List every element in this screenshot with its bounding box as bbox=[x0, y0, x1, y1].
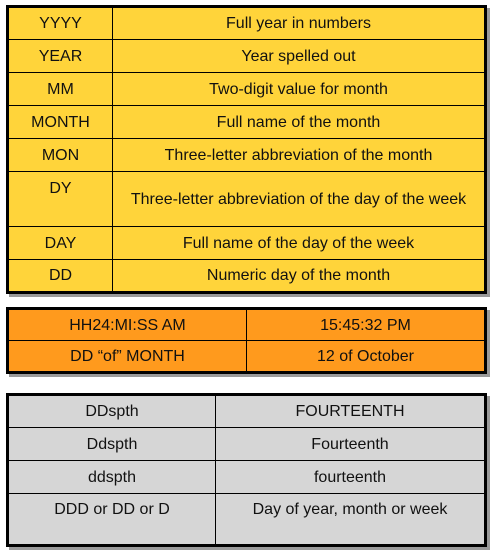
table-row bbox=[8, 461, 486, 494]
table-row bbox=[8, 428, 486, 461]
format-code-cell: DAY bbox=[8, 227, 113, 260]
format-code-cell: YYYY bbox=[8, 7, 113, 40]
spelled-suffix-table bbox=[6, 393, 487, 547]
table-row bbox=[8, 139, 486, 172]
suffix-format-cell: Ddspth bbox=[8, 428, 216, 461]
date-format-elements-table bbox=[6, 5, 487, 294]
format-description-cell: Full year in numbers bbox=[113, 7, 486, 40]
table-row bbox=[8, 106, 486, 139]
suffix-result-cell: Day of year, month or week bbox=[216, 494, 486, 546]
suffix-result-cell: FOURTEENTH bbox=[216, 395, 486, 428]
format-description-cell: Numeric day of the month bbox=[113, 260, 486, 293]
table-row bbox=[8, 227, 486, 260]
suffix-format-cell: DDspth bbox=[8, 395, 216, 428]
format-description-cell: Full name of the month bbox=[113, 106, 486, 139]
format-code-cell: YEAR bbox=[8, 40, 113, 73]
format-description-cell: Year spelled out bbox=[113, 40, 486, 73]
table-row bbox=[8, 40, 486, 73]
suffix-result-cell: fourteenth bbox=[216, 461, 486, 494]
table-row bbox=[8, 7, 486, 40]
suffix-format-cell: DDD or DD or D bbox=[8, 494, 216, 546]
table-row bbox=[8, 73, 486, 106]
example-format-cell: DD “of” MONTH bbox=[8, 341, 247, 373]
format-description-cell: Three-letter abbreviation of the month bbox=[113, 139, 486, 172]
format-code-cell: MM bbox=[8, 73, 113, 106]
table-row bbox=[8, 494, 486, 546]
format-code-cell: MONTH bbox=[8, 106, 113, 139]
format-description-cell: Full name of the day of the week bbox=[113, 227, 486, 260]
example-result-cell: 12 of October bbox=[247, 341, 486, 373]
table-row bbox=[8, 309, 486, 341]
table-row bbox=[8, 172, 486, 227]
suffix-result-cell: Fourteenth bbox=[216, 428, 486, 461]
format-code-cell: DD bbox=[8, 260, 113, 293]
table-row bbox=[8, 341, 486, 373]
format-description-cell: Two-digit value for month bbox=[113, 73, 486, 106]
table-row bbox=[8, 395, 486, 428]
format-code-cell: MON bbox=[8, 139, 113, 172]
format-description-cell: Three-letter abbreviation of the day of the week bbox=[113, 172, 486, 227]
table-row bbox=[8, 260, 486, 293]
example-format-cell: HH24:MI:SS AM bbox=[8, 309, 247, 341]
format-code-cell: DY bbox=[8, 172, 113, 227]
suffix-format-cell: ddspth bbox=[8, 461, 216, 494]
format-example-table bbox=[6, 307, 487, 374]
example-result-cell: 15:45:32 PM bbox=[247, 309, 486, 341]
